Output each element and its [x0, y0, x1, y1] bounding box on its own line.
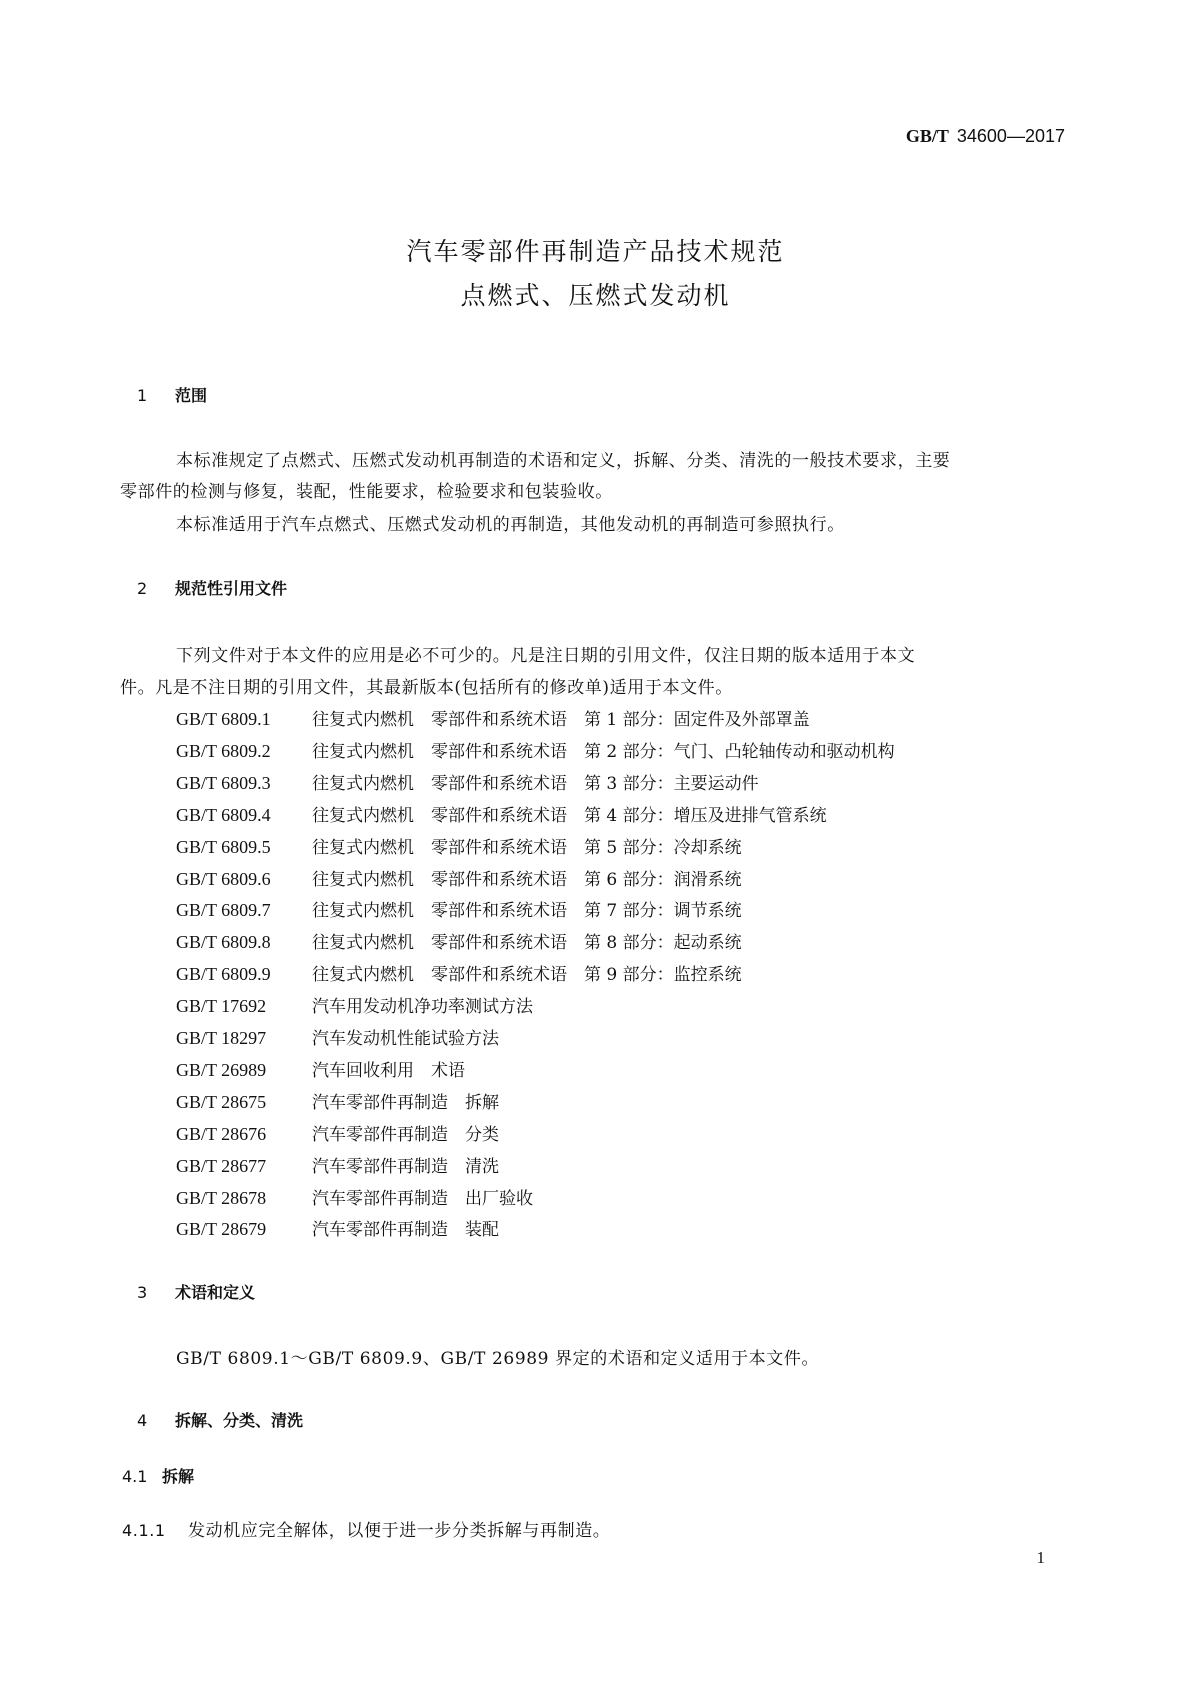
clause-4-1-1: [122, 1516, 610, 1541]
subsection-title: 拆解: [162, 1467, 195, 1486]
reference-item: [176, 833, 742, 858]
reference-item: [176, 737, 895, 762]
section-number: 4: [137, 1411, 148, 1430]
reference-title: 汽车零部件再制造 清洗: [312, 1156, 499, 1177]
section-title: 术语和定义: [175, 1283, 256, 1302]
reference-code: GB/T 6809.7: [176, 900, 271, 921]
reference-code: GB/T 6809.3: [176, 772, 271, 793]
clause-number: 4.1.1: [122, 1521, 166, 1540]
reference-code: GB/T 26989: [176, 1059, 267, 1080]
reference-title: 汽车零部件再制造 分类: [312, 1124, 499, 1145]
reference-item: [176, 1088, 499, 1113]
document-title: 汽车零部件再制造产品技术规范: [406, 237, 785, 266]
reference-code: GB/T 17692: [176, 996, 267, 1017]
reference-code: GB/T 28678: [176, 1187, 267, 1208]
reference-code: GB/T 28676: [176, 1123, 267, 1144]
reference-title: 往复式内燃机 零部件和系统术语 第 6 部分：润滑系统: [312, 869, 742, 890]
reference-title: 汽车发动机性能试验方法: [312, 1029, 499, 1049]
references-intro-line: 下列文件对于本文件的应用是必不可少的。凡是注日期的引用文件，仅注日期的版本适用于本文: [176, 646, 916, 666]
reference-item: [176, 1120, 499, 1145]
terms-paragraph: GB/T 6809.1～GB/T 6809.9、GB/T 26989 界定的术语和定义适用于本文件。: [176, 1349, 820, 1369]
page-number: 1: [1036, 1548, 1045, 1567]
reference-code: GB/T 6809.1: [176, 709, 271, 729]
reference-item: [176, 1215, 499, 1240]
standard-number: 34600—2017: [956, 126, 1065, 146]
reference-code: GB/T 6809.5: [176, 836, 271, 857]
reference-item: [176, 992, 533, 1017]
section-2-heading: [137, 576, 287, 599]
section-title: 范围: [175, 386, 208, 405]
section-number: 3: [137, 1283, 148, 1302]
reference-title: 汽车用发动机净功率测试方法: [312, 997, 533, 1018]
section-4-heading: [137, 1408, 303, 1431]
section-title: 规范性引用文件: [175, 579, 288, 598]
reference-code: GB/T 6809.4: [176, 804, 271, 825]
reference-code: GB/T 18297: [176, 1028, 267, 1048]
section-1-heading: [137, 383, 207, 406]
reference-item: [176, 1024, 499, 1049]
reference-item: [176, 960, 742, 985]
reference-title: 汽车零部件再制造 出厂验收: [312, 1188, 533, 1209]
scope-paragraph: 本标准适用于汽车点燃式、压燃式发动机的再制造，其他发动机的再制造可参照执行。: [176, 515, 845, 535]
reference-title: 汽车零部件再制造 装配: [312, 1220, 499, 1241]
reference-item: [176, 865, 742, 890]
section-3-heading: [137, 1280, 255, 1303]
reference-item: [176, 769, 759, 794]
reference-title: 往复式内燃机 零部件和系统术语 第 2 部分：气门、凸轮轴传动和驱动机构: [312, 741, 895, 762]
reference-title: 汽车零部件再制造 拆解: [312, 1092, 499, 1113]
document-header: [906, 126, 1065, 147]
reference-item: [176, 1056, 465, 1081]
reference-code: GB/T 28679: [176, 1219, 267, 1240]
references-intro-line: 件。凡是不注日期的引用文件，其最新版本(包括所有的修改单)适用于本文件。: [120, 678, 733, 698]
reference-item: [176, 801, 827, 826]
reference-title: 往复式内燃机 零部件和系统术语 第 5 部分：冷却系统: [312, 837, 742, 858]
reference-code: GB/T 6809.9: [176, 964, 271, 985]
reference-code: GB/T 6809.8: [176, 932, 271, 953]
section-number: 1: [137, 386, 148, 405]
subsection-number: 4.1: [122, 1467, 148, 1486]
reference-title: 往复式内燃机 零部件和系统术语 第 4 部分：增压及进排气管系统: [312, 805, 827, 826]
section-title: 拆解、分类、清洗: [175, 1411, 304, 1430]
reference-item: [176, 1152, 499, 1177]
reference-code: GB/T 6809.2: [176, 740, 271, 761]
reference-item: [176, 705, 810, 730]
reference-title: 往复式内燃机 零部件和系统术语 第 9 部分：监控系统: [312, 965, 742, 986]
reference-title: 往复式内燃机 零部件和系统术语 第 1 部分：固定件及外部罩盖: [312, 710, 810, 730]
reference-item: [176, 896, 742, 921]
subsection-4-1-heading: [122, 1464, 194, 1487]
reference-code: GB/T 28675: [176, 1091, 267, 1112]
reference-item: [176, 1184, 533, 1209]
clause-text: 发动机应完全解体，以便于进一步分类拆解与再制造。: [188, 1521, 611, 1541]
reference-title: 往复式内燃机 零部件和系统术语 第 7 部分：调节系统: [312, 901, 742, 922]
reference-item: [176, 928, 742, 953]
reference-code: GB/T 6809.6: [176, 868, 271, 889]
reference-title: 汽车回收利用 术语: [312, 1060, 465, 1081]
section-number: 2: [137, 579, 148, 598]
reference-code: GB/T 28677: [176, 1155, 267, 1176]
reference-title: 往复式内燃机 零部件和系统术语 第 8 部分：起动系统: [312, 933, 742, 954]
standard-prefix: GB/T: [905, 126, 949, 146]
scope-paragraph-line: 零部件的检测与修复，装配，性能要求，检验要求和包装验收。: [120, 482, 613, 502]
scope-paragraph-line: 本标准规定了点燃式、压燃式发动机再制造的术语和定义，拆解、分类、清洗的一般技术要求，主要: [176, 451, 951, 471]
document-subtitle: 点燃式、压燃式发动机: [460, 281, 731, 310]
reference-title: 往复式内燃机 零部件和系统术语 第 3 部分：主要运动件: [312, 773, 759, 794]
